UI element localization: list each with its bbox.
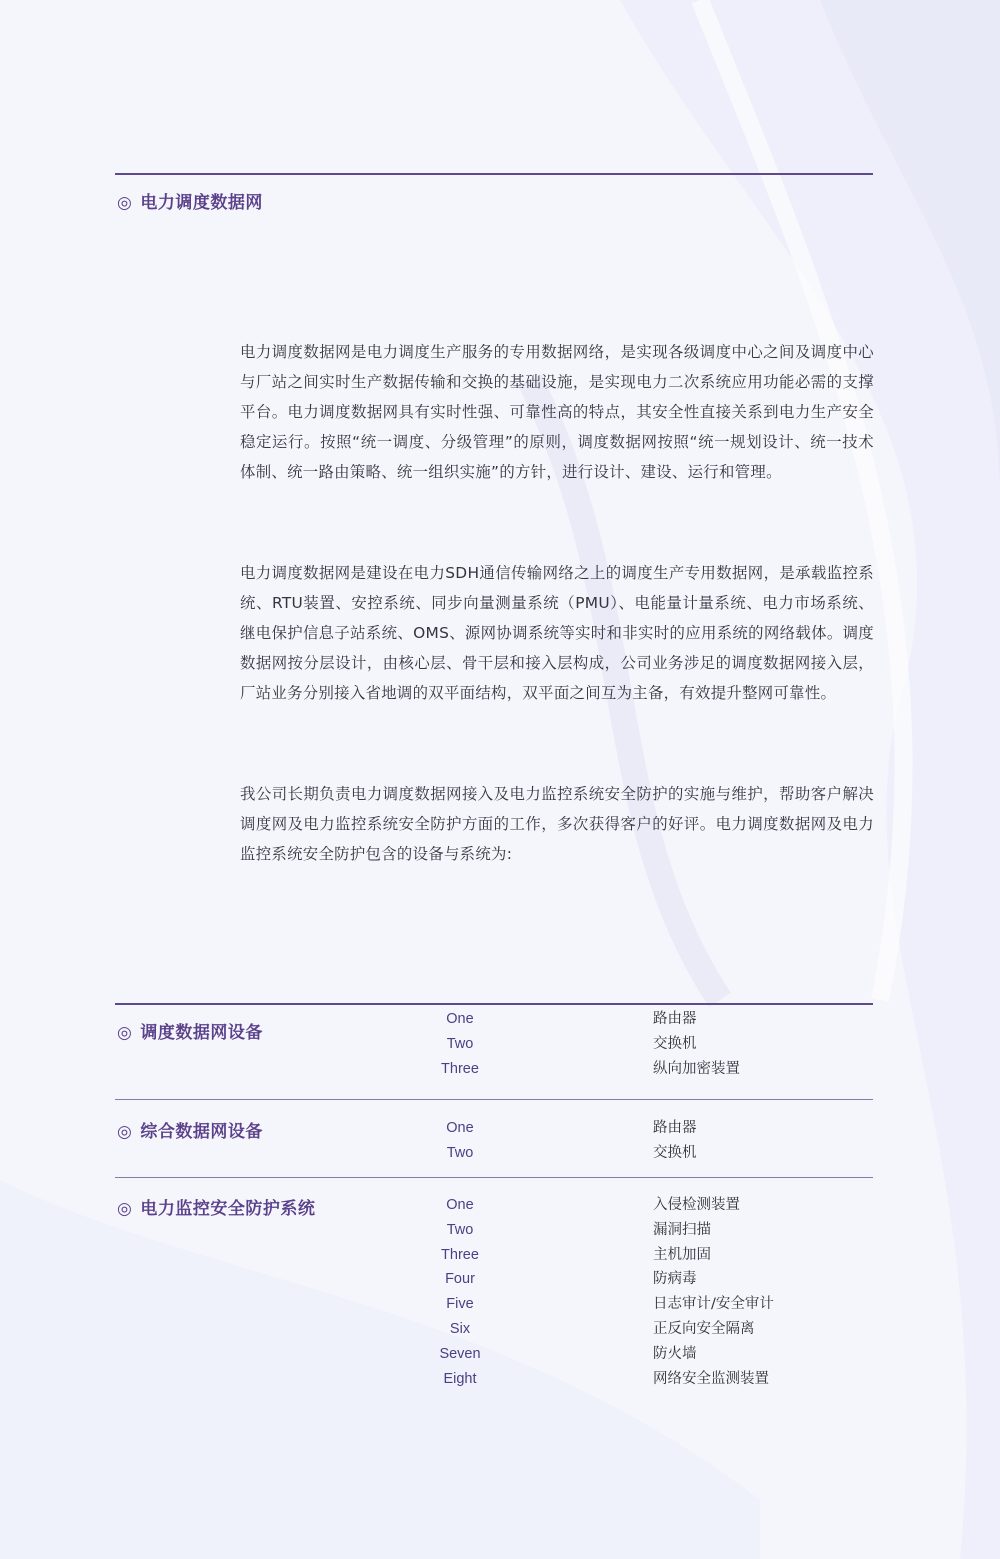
list-item (0, 1268, 1000, 1293)
item-number: Three (441, 1246, 479, 1263)
item-name: 日志审计/安全审计 (653, 1296, 774, 1313)
item-list (0, 1117, 1000, 1167)
list-item (0, 1142, 1000, 1167)
item-number: Eight (443, 1370, 477, 1387)
item-name: 纵向加密装置 (653, 1060, 740, 1077)
top-divider (115, 173, 873, 175)
list-item (0, 1343, 1000, 1368)
item-name: 路由器 (653, 1120, 697, 1136)
group-divider (115, 1099, 873, 1100)
list-item (0, 1117, 1000, 1142)
list-item (0, 1293, 1000, 1318)
item-name: 防病毒 (653, 1271, 697, 1288)
item-list (0, 1008, 1000, 1082)
list-item (0, 1008, 1000, 1033)
item-number: Two (446, 1035, 474, 1052)
item-list (0, 1194, 1000, 1392)
item-name: 防火墙 (653, 1345, 697, 1362)
item-number: Five (446, 1296, 474, 1313)
group-divider (115, 1177, 873, 1178)
item-number: Two (446, 1221, 474, 1238)
item-number: Three (441, 1060, 479, 1077)
list-item (0, 1244, 1000, 1269)
group-title: ◎ 电力监控安全防护系统 (117, 1199, 316, 1219)
group-title: ◎ 综合数据网设备 (117, 1122, 263, 1142)
item-name: 交换机 (653, 1035, 697, 1052)
list-item (0, 1033, 1000, 1058)
bullet-marker: ◎ (117, 1023, 133, 1043)
item-number: Four (445, 1271, 475, 1288)
item-name: 主机加固 (653, 1246, 711, 1263)
paragraph-1: 电力调度数据网是电力调度生产服务的专用数据网络，是实现各级调度中心之间及调度中心与厂站之间实时生产数据传输和交换的基础设施，是实现电力二次系统应用功能必需的支撑平台。电力调度数据网具有实时性强、可靠性高的特点，其安全性直接关系到电力生产安全稳定运行。按照“统一调度、分级管理”的原则，调度数据网按照“统一规划设计、统一技术体制、统一路由策略、统一组织实施”的方针，进行设计、建设、运行和管理。 (240, 343, 874, 481)
list-item (0, 1058, 1000, 1083)
item-number: Two (446, 1144, 474, 1161)
paragraph-3: 我公司长期负责电力调度数据网接入及电力监控系统安全防护的实施与维护，帮助客户解决调度网及电力监控系统安全防护方面的工作，多次获得客户的好评。电力调度数据网及电力监控系统安全防护包含的设备与系统为: (240, 785, 874, 863)
list-item (0, 1194, 1000, 1219)
paragraph-2: 电力调度数据网是建设在电力SDH通信传输网络之上的调度生产专用数据网，是承载监控系统、RTU装置、安控系统、同步向量测量系统（PMU）、电能量计量系统、电力市场系统、继电保护信息子站系统、OMS、源网协调系统等实时和非实时的应用系统的网络载体。调度数据网按分层设计，由核心层、骨干层和接入层构成，公司业务涉足的调度数据网接入层，厂站业务分别接入省地调的双平面结构，双平面之间互为主备，有效提升整网可靠性。 (240, 564, 874, 702)
item-name: 路由器 (653, 1011, 697, 1027)
item-name: 交换机 (653, 1144, 697, 1161)
group-title: ◎ 调度数据网设备 (117, 1023, 263, 1043)
list-item (0, 1219, 1000, 1244)
item-number: Seven (439, 1345, 481, 1362)
bullet-marker: ◎ (117, 193, 133, 213)
item-name: 正反向安全隔离 (653, 1320, 755, 1337)
item-number: One (446, 1197, 474, 1213)
item-name: 网络安全监测装置 (653, 1370, 769, 1387)
section-title: ◎ 电力调度数据网 (117, 193, 263, 213)
item-number: One (446, 1120, 474, 1136)
list-item (0, 1318, 1000, 1343)
bullet-marker: ◎ (117, 1122, 133, 1142)
item-number: One (446, 1011, 474, 1027)
item-number: Six (449, 1320, 471, 1337)
table-top-divider (115, 1003, 873, 1005)
bullet-marker: ◎ (117, 1199, 133, 1219)
item-name: 入侵检测装置 (653, 1197, 740, 1213)
list-item (0, 1368, 1000, 1393)
item-name: 漏洞扫描 (653, 1221, 711, 1238)
